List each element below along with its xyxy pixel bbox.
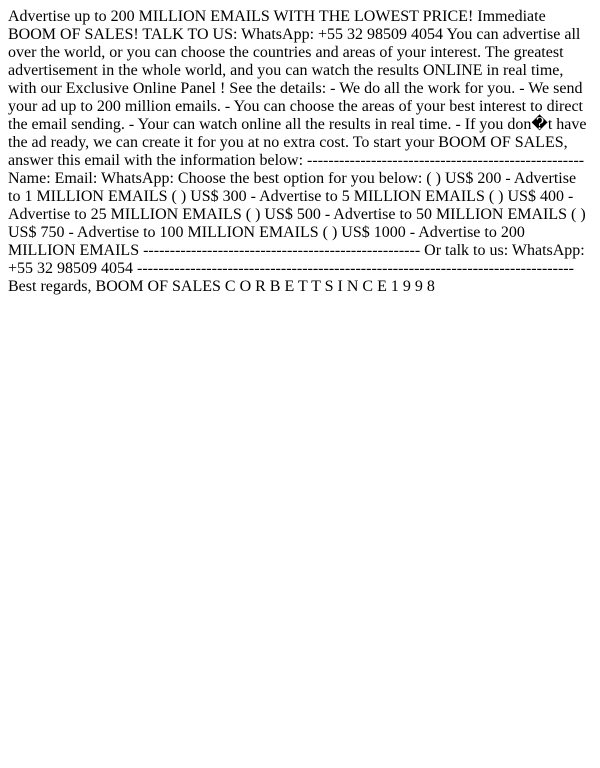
email-body-text: Advertise up to 200 MILLION EMAILS WITH THE LOWEST PRICE! Immediate BOOM OF SALES! TALK TO US: WhatsApp: +55 32 98509 4054 You can advertise all over the world, or you can choose the countries and areas of your interest. The greatest advertisement in the whole world, and you can watch the results ONLINE in real time, with our Exclusive Online Panel ! See the details: - We do all the work for you. - We send your ad up to 200 million emails. - You can choose the areas of your best interest to direct the email sending. - Your can watch online all the results in real time. - If you don�t have the ad ready, we can create it for you at no extra cost. To start your BOOM OF SALES, answer this email with the information below: ---------------------------------------------------- Name: Email: WhatsApp: Choose the best option for you below: ( ) US$ 200 - Advertise to 1 MILLION EMAILS ( ) US$ 300 - Advertise to 5 MILLION EMAILS ( ) US$ 400 - Advertise to 25 MILLION EMAILS ( ) US$ 500 - Advertise to 50 MILLION EMAILS ( ) US$ 750 - Advertise to 100 MILLION EMAILS ( ) US$ 1000 - Advertise to 200 MILLION EMAILS ---------------------------------------------------- Or talk to us: WhatsApp: +55 32 98509 4054 ---------------------------------------------------------------------------------- Best regards, BOOM OF SALES C O R B E T T S I N C E 1 9 9 8: [8, 8, 587, 295]
